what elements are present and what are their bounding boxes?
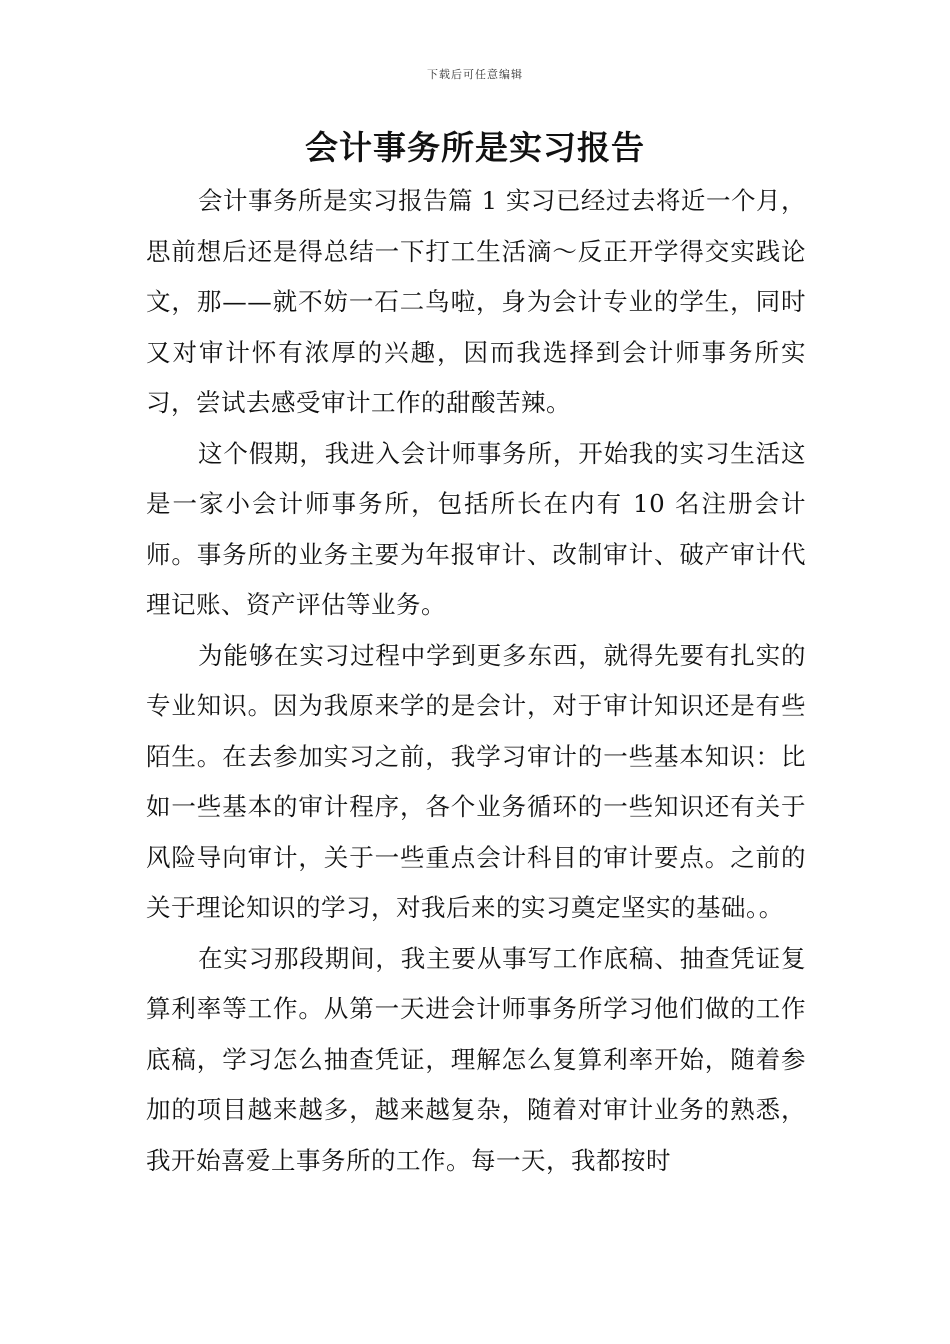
document-title: 会计事务所是实习报告 [305, 128, 645, 167]
header-note: 下载后可任意编辑 [427, 68, 523, 81]
paragraph-1: 会计事务所是实习报告篇 1 实习已经过去将近一个月，思前想后还是得总结一下打工生活滴～反正开学得交实践论文，那——就不妨一石二鸟啦，身为会计专业的学生，同时又对审计怀有浓厚的兴趣，因而我选择到会计师事务所实习，尝试去感受审计工作的甜酸苦辣。 [146, 186, 806, 417]
paragraph-4: 在实习那段期间，我主要从事写工作底稿、抽查凭证复算利率等工作。从第一天进会计师事务所学习他们做的工作底稿，学习怎么抽查凭证，理解怎么复算利率开始，随着参加的项目越来越多，越来越复杂，随着对审计业务的熟悉，我开始喜爱上事务所的工作。每一天，我都按时 [146, 943, 806, 1175]
document-body [146, 176, 806, 1186]
paragraph-2: 这个假期，我进入会计师事务所，开始我的实习生活这是一家小会计师事务所，包括所长在内有 10 名注册会计师。事务所的业务主要为年报审计、改制审计、破产审计代理记账、资产评估等业务。 [146, 438, 806, 619]
paragraph-3: 为能够在实习过程中学到更多东西，就得先要有扎实的专业知识。因为我原来学的是会计，对于审计知识还是有些陌生。在去参加实习之前，我学习审计的一些基本知识：比如一些基本的审计程序，各个业务循环的一些知识还有关于风险导向审计，关于一些重点会计科目的审计要点。之前的关于理论知识的学习，对我后来的实习奠定坚实的基础。。 [146, 640, 806, 922]
